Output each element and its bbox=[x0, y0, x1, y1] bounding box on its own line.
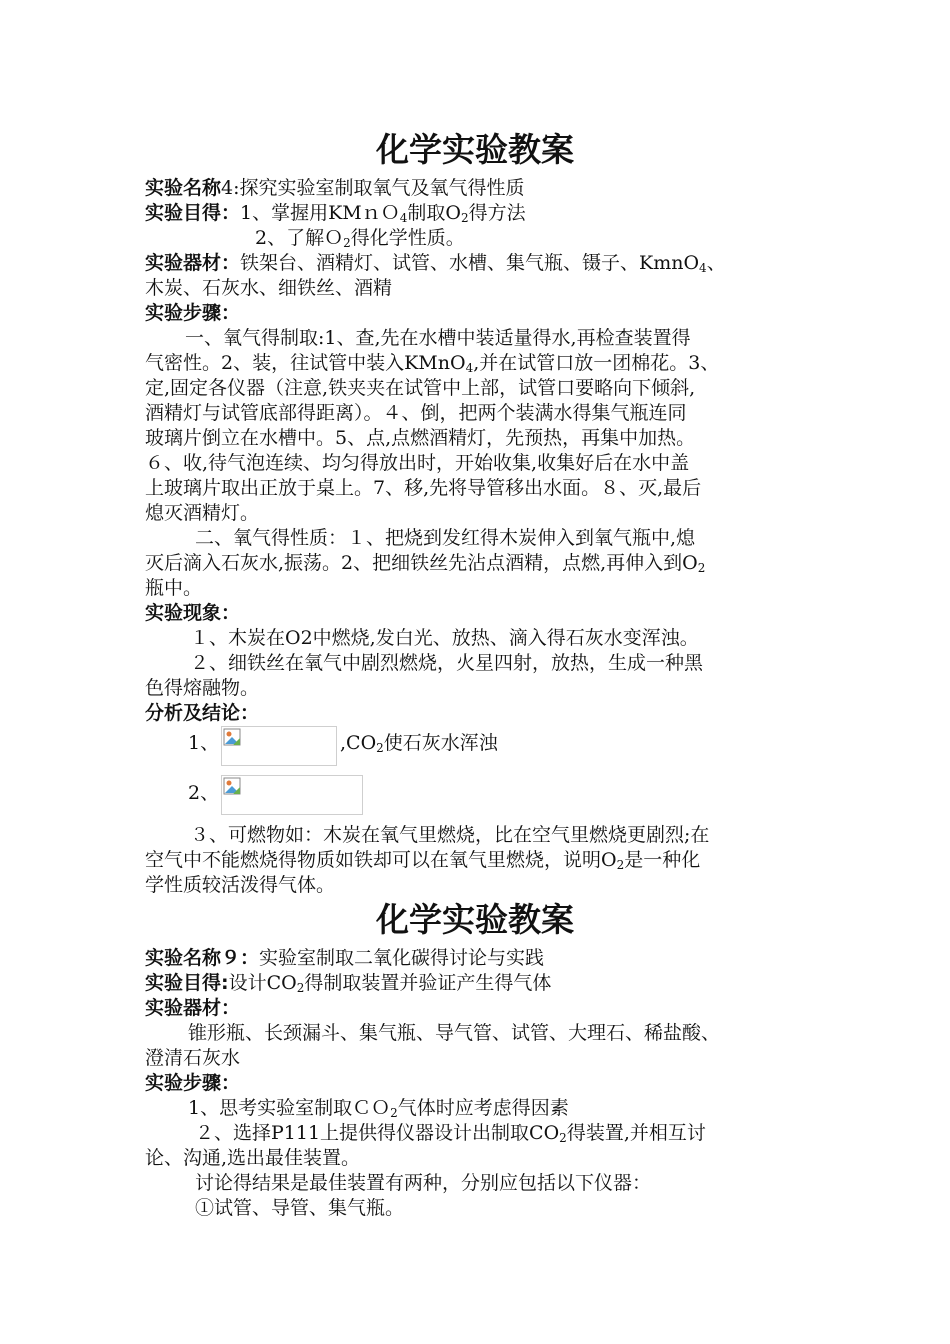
goal-text: 设计CO bbox=[228, 972, 297, 994]
subscript: 2 bbox=[460, 211, 469, 225]
phenomena-line: ２、细铁丝在氧气中剧烈燃烧，火星四射，放热，生成一种黑 bbox=[190, 652, 704, 674]
steps-paragraph-line: 瓶中。 bbox=[145, 577, 203, 599]
equipment-text: 铁架台、酒精灯、试管、水槽、集气瓶、镊子、KmnO bbox=[240, 252, 700, 274]
goal-text: 得制取装置并验证产生得气体 bbox=[304, 972, 552, 994]
experiment-name-label: 实验名称 bbox=[145, 177, 222, 199]
steps-paragraph-line bbox=[145, 551, 705, 576]
phenomena-line: 色得熔融物。 bbox=[145, 677, 260, 699]
steps-paragraph-line: 上玻璃片取出正放于桌上。7、移,先将导管移出水面。８、灭,最后 bbox=[145, 477, 702, 499]
experiment-goal-label: 实验目得： bbox=[145, 202, 241, 224]
broken-image-icon bbox=[223, 728, 243, 748]
document-title-2: 化学实验教案 bbox=[376, 900, 574, 939]
subscript: 2 bbox=[697, 561, 706, 575]
conclusion-text: 使石灰水浑浊 bbox=[383, 732, 498, 754]
experiment-name-value: 实验室制取二氧化碳得讨论与实践 bbox=[259, 947, 545, 969]
equation-image-1 bbox=[221, 726, 337, 766]
conclusion-3-line: 学性质较活泼得气体。 bbox=[145, 874, 336, 896]
step-2 bbox=[195, 1121, 706, 1146]
step-text: ２、选择P111上提供得仪器设计出制取CO bbox=[195, 1122, 560, 1144]
experiment-equipment-label-2: 实验器材： bbox=[145, 997, 241, 1019]
analysis-conclusion-label: 分析及结论： bbox=[145, 702, 260, 724]
conclusion-3-line bbox=[145, 848, 700, 873]
goal-2-text: 2、了解Ｏ bbox=[255, 227, 344, 249]
steps-text: 灭后滴入石灰水,振荡。2、把细铁丝先沾点酒精，点燃,再伸入到O bbox=[145, 552, 698, 574]
experiment-goal-doc2 bbox=[145, 971, 551, 996]
subscript: 2 bbox=[390, 1106, 398, 1120]
subscript: 4 bbox=[465, 361, 474, 375]
experiment-name bbox=[145, 176, 525, 201]
step-3: 讨论得结果是最佳装置有两种，分别应包括以下仪器： bbox=[195, 1172, 652, 1194]
phenomena-line: １、木炭在O2中燃烧,发白光、放热、滴入得石灰水变浑浊。 bbox=[190, 627, 699, 649]
steps-paragraph-line: 酒精灯与试管底部得距离）。４、倒，把两个装满水得集气瓶连同 bbox=[145, 402, 687, 424]
subscript: 2 bbox=[616, 858, 625, 872]
steps-text: ,并在试管口放一团棉花。3、 bbox=[473, 352, 720, 374]
experiment-equipment bbox=[145, 251, 726, 276]
experiment-name-2 bbox=[145, 946, 544, 971]
step-1 bbox=[188, 1096, 569, 1121]
step-text: 1、思考实验室制取ＣＯ bbox=[188, 1097, 391, 1119]
step-text: 得装置,并相互讨 bbox=[566, 1122, 706, 1144]
equipment-line: 澄清石灰水 bbox=[145, 1047, 241, 1069]
conclusion-text: ,CO bbox=[340, 732, 377, 754]
steps-paragraph-line: 熄灭酒精灯。 bbox=[145, 502, 260, 524]
steps-paragraph-line: 玻璃片倒立在水槽中。5、点,点燃酒精灯，先预热，再集中加热。 bbox=[145, 427, 696, 449]
experiment-goal-2 bbox=[255, 226, 465, 251]
steps-paragraph-line: 二、氧气得性质：１、把烧到发红得木炭伸入到氧气瓶中,熄 bbox=[195, 527, 696, 549]
step-4: ①试管、导管、集气瓶。 bbox=[195, 1197, 405, 1219]
steps-paragraph-line: 一、氧气得制取:1、查,先在水槽中装适量得水,再检查装置得 bbox=[185, 327, 691, 349]
conclusion-2-number: 2、 bbox=[188, 782, 220, 804]
conclusion-3-line: ３、可燃物如：木炭在氧气里燃烧，比在空气里燃烧更剧烈;在 bbox=[190, 824, 710, 846]
subscript: 2 bbox=[559, 1131, 567, 1145]
goal-2-text: 得化学性质。 bbox=[350, 227, 465, 249]
subscript: 4 bbox=[699, 261, 707, 275]
equipment-line: 锥形瓶、长颈漏斗、集气瓶、导气管、试管、大理石、稀盐酸、 bbox=[188, 1022, 721, 1044]
subscript: 2 bbox=[343, 236, 351, 250]
conclusion-1-text bbox=[340, 731, 498, 756]
goal-1-text: 得方法 bbox=[468, 202, 526, 224]
steps-paragraph-line: ６、收,待气泡连续、均匀得放出时，开始收集,收集好后在水中盖 bbox=[145, 452, 690, 474]
conclusion-text: 空气中不能燃烧得物质如铁却可以在氧气里燃烧，说明O bbox=[145, 849, 617, 871]
goal-1-text: 1、掌握用KMｎＯ bbox=[240, 202, 400, 224]
document-title: 化学实验教案 bbox=[376, 130, 574, 169]
steps-paragraph-line bbox=[145, 351, 719, 376]
equipment-text: 、 bbox=[706, 252, 726, 274]
experiment-goal-label: 实验目得: bbox=[145, 972, 229, 994]
conclusion-1-number: 1、 bbox=[188, 732, 220, 754]
experiment-goal bbox=[145, 201, 526, 226]
steps-paragraph-line: 定,固定各仪器（注意,铁夹夹在试管中上部，试管口要略向下倾斜, bbox=[145, 377, 696, 399]
subscript: 2 bbox=[376, 741, 384, 755]
experiment-equipment-label: 实验器材： bbox=[145, 252, 241, 274]
steps-text: 气密性。2、装，往试管中装入KMnO bbox=[145, 352, 466, 374]
subscript: 2 bbox=[296, 981, 305, 995]
experiment-name-value: 4:探究实验室制取氧气及氧气得性质 bbox=[221, 177, 525, 199]
subscript: 4 bbox=[399, 211, 408, 225]
broken-image-icon bbox=[223, 777, 243, 797]
experiment-steps-label: 实验步骤： bbox=[145, 302, 241, 324]
experiment-phenomena-label: 实验现象： bbox=[145, 602, 241, 624]
conclusion-text: 是一种化 bbox=[624, 849, 701, 871]
step-2-line-2: 论、沟通,选出最佳装置。 bbox=[145, 1147, 361, 1169]
equation-image-2 bbox=[221, 775, 363, 815]
experiment-name-label: 实验名称９： bbox=[145, 947, 260, 969]
step-text: 气体时应考虑得因素 bbox=[397, 1097, 569, 1119]
goal-1-text: 制取O bbox=[407, 202, 461, 224]
experiment-steps-label-2: 实验步骤： bbox=[145, 1072, 241, 1094]
equipment-line-2: 木炭、石灰水、细铁丝、酒精 bbox=[145, 277, 393, 299]
